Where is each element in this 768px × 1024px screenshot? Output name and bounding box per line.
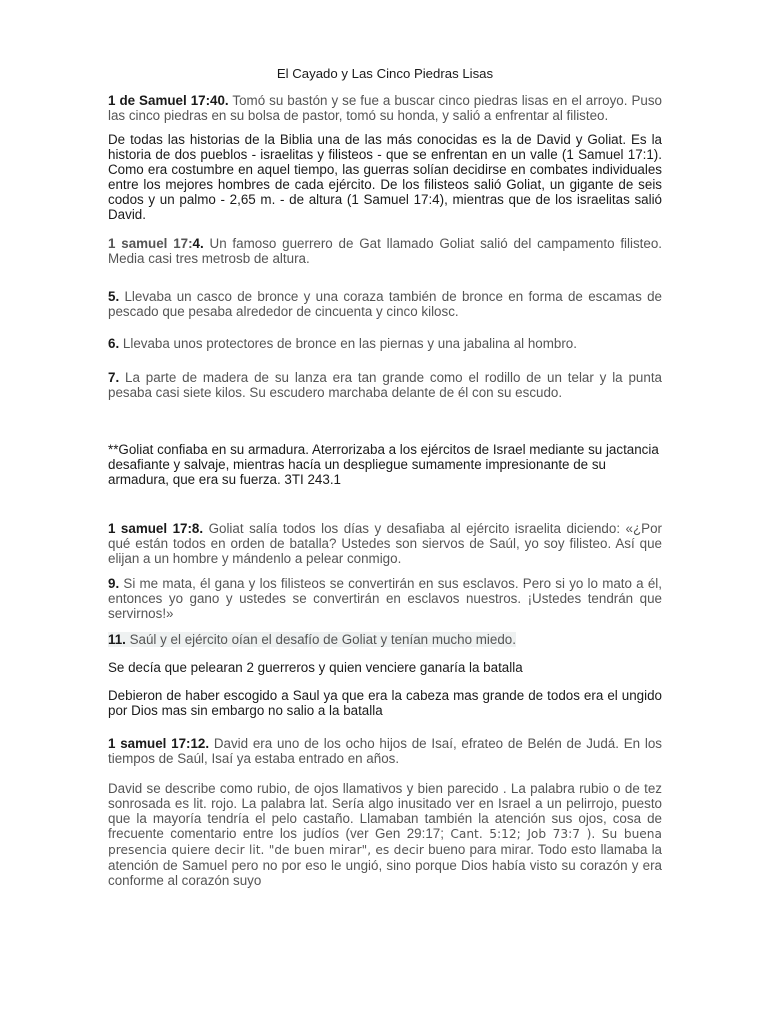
verse-reference: 1 samuel 17:8. — [108, 521, 204, 536]
verse-text: Goliat salía todos los días y desafiaba al ejército israelita diciendo: «¿Por qué están todos en orden de batalla? Ustedes son siervos de Saúl, yo soy filisteo. Así que elijan a un hombre y mándenlo a pelear conmigo. — [108, 521, 662, 566]
paragraph-verse-11 — [108, 632, 662, 647]
paragraph-samuel-17-12 — [108, 736, 662, 766]
verse-number: 4. — [192, 236, 204, 251]
verse-number: 9. — [108, 576, 120, 591]
paragraph-verse-7 — [108, 370, 662, 400]
description-text-references: Cant. 5:12; Job 73:7 ). Su buena presencia quiere decir lit. "de buen mirar", es decir — [108, 827, 662, 857]
document-title: El Cayado y Las Cinco Piedras Lisas — [276, 66, 494, 81]
verse-reference: 1 samuel 17: — [108, 236, 193, 251]
paragraph-intro: De todas las historias de la Biblia una de las más conocidas es la de David y Goliat. Es la historia de dos pueblos - israelitas y filisteos - que se enfrentan en un valle (1 Samuel 17:1). Como era costumbre en aquel tiempo, las guerras solían decidirse en combates individuales entre los mejores hombres de cada ejército. De los filisteos salió Goliat, un gigante de seis codos y un palmo - 2,65 m. - de altura (1 Samuel 17:4), mientras que de los israelitas salió David. — [108, 132, 662, 222]
verse-text: David era uno de los ocho hijos de Isaí, efrateo de Belén de Judá. En los tiempos de Saúl, Isaí ya estaba entrado en años. — [108, 736, 662, 766]
paragraph-verse-5 — [108, 289, 662, 319]
verse-text: La parte de madera de su lanza era tan grande como el rodillo de un telar y la punta pesaba casi siete kilos. Su escudero marchaba delante de él con su escudo. — [108, 370, 662, 400]
verse-text: Llevaba un casco de bronce y una coraza también de bronce en forma de escamas de pescado que pesaba alrededor de cincuenta y cinco kilosc. — [108, 289, 662, 319]
description-text: David se describe como rubio, de ojos llamativos y bien parecido . La palabra rubio o de tez sonrosada es lit. rojo. La palabra lat. Sería algo inusitado ver en Israel a un pelirrojo, puesto que la mayoría tendría el pelo castaño. Llamaban también la atención sus ojos, cosa de frecuente comentario entre los judíos (ver Gen 29:17; — [108, 781, 662, 841]
verse-number: 11. — [108, 632, 126, 647]
verse-text: Un famoso guerrero de Gat llamado Goliat salió del campamento filisteo. Media casi tres metrosb de altura. — [108, 236, 662, 266]
verse-number: 7. — [108, 370, 120, 385]
paragraph-samuel-17-8 — [108, 521, 662, 566]
highlighted-verse — [108, 632, 516, 647]
document-page — [108, 66, 662, 888]
paragraph-samuel-17-4 — [108, 236, 662, 266]
verse-number: 6. — [108, 336, 120, 351]
verse-reference: 1 de Samuel 17:40. — [108, 93, 229, 108]
verse-text: Si me mata, él gana y los filisteos se convertirán en sus esclavos. Pero si yo lo mato a él, entonces yo gano y ustedes se convertirán en esclavos nuestros. ¡Ustedes tendrán que servirnos!» — [108, 576, 662, 621]
paragraph-verse-6 — [108, 336, 662, 351]
paragraph-saul: Debieron de haber escogido a Saul ya que era la cabeza mas grande de todos era el ungido por Dios mas sin embargo no salio a la batalla — [108, 688, 662, 718]
verse-number: 5. — [108, 289, 120, 304]
verse-text: Llevaba unos protectores de bronce en las piernas y una jabalina al hombro. — [119, 336, 577, 351]
description-text-end: bueno para mirar. Todo esto llamaba la atención de Samuel pero no por eso le ungió, sino porque Dios había visto su corazón y era conforme al corazón suyo — [108, 842, 662, 888]
verse-reference: 1 samuel 17:12. — [108, 736, 210, 751]
paragraph-david-description — [108, 781, 662, 888]
paragraph-verse-9 — [108, 576, 662, 621]
verse-text: Saúl y el ejército oían el desafío de Goliat y tenían mucho miedo. — [125, 632, 516, 647]
paragraph-commentary: **Goliat confiaba en su armadura. Aterrorizaba a los ejércitos de Israel mediante su jactancia desafiante y salvaje, mientras hacía un despliegue sumamente impresionante de su armadura, que era su fuerza. 3TI 243.1 — [108, 442, 659, 487]
paragraph-samuel-17-40 — [108, 93, 662, 123]
verse-text: Tomó su bastón y se fue a buscar cinco piedras lisas en el arroyo. Puso las cinco piedras en su bolsa de pastor, tomó su honda, y salió a enfrentar al filisteo. — [108, 93, 662, 123]
paragraph-guerreros: Se decía que pelearan 2 guerreros y quien venciere ganaría la batalla — [108, 660, 523, 675]
